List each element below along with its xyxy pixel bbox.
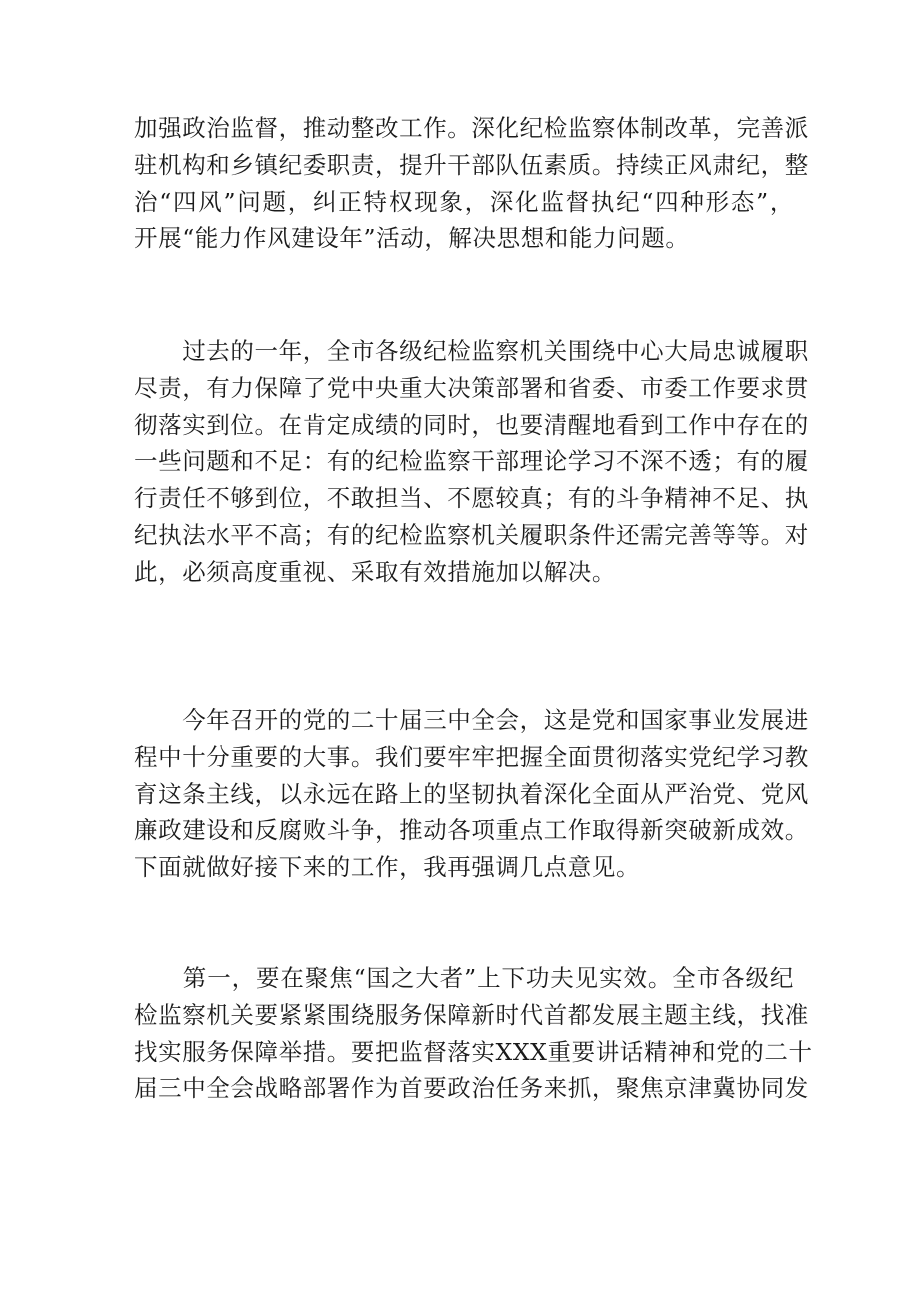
text-line: 廉政建设和反腐败斗争，推动各项重点工作取得新突破新成效。 xyxy=(134,816,809,845)
paragraph-4 xyxy=(134,960,813,1107)
text-line: 此，必须高度重视、采取有效措施加以解决。 xyxy=(134,557,616,586)
text-line: 检监察机关要紧紧围绕服务保障新时代首都发展主题主线，找准 xyxy=(134,1000,809,1029)
text-line: 行责任不够到位，不敢担当、不愿较真；有的斗争精神不足、执 xyxy=(134,484,809,513)
text-line: 第一，要在聚焦“国之大者”上下功夫见实效。全市各级纪 xyxy=(134,964,794,992)
text-line: 下面就做好接下来的工作，我再强调几点意见。 xyxy=(134,853,641,882)
text-line: 彻落实到位。在肯定成绩的同时，也要清醒地看到工作中存在的 xyxy=(134,410,809,439)
text-line: 过去的一年，全市各级纪检监察机关围绕中心大局忠诚履职 xyxy=(134,337,809,365)
text-line: 程中十分重要的大事。我们要牢牢把握全面贯彻落实党纪学习教 xyxy=(134,742,809,771)
text-line: 找实服务保障举措。要把监督落实XXX重要讲话精神和党的二十 xyxy=(134,1037,813,1066)
text-line: 育这条主线，以永远在路上的坚韧执着深化全面从严治党、党风 xyxy=(134,779,809,808)
text-line: 加强政治监督，推动整改工作。深化纪检监察体制改革，完善派 xyxy=(134,114,809,142)
paragraph-1 xyxy=(134,110,809,257)
text-line: 驻机构和乡镇纪委职责，提升干部队伍素质。持续正风肃纪，整 xyxy=(134,150,809,179)
text-line: 开展“能力作风建设年”活动，解决思想和能力问题。 xyxy=(134,224,690,253)
text-line: 治“四风”问题，纠正特权现象，深化监督执纪“四种形态”， xyxy=(134,187,794,216)
paragraph-2 xyxy=(134,333,809,591)
text-line: 届三中全会战略部署作为首要政治任务来抓，聚焦京津冀协同发 xyxy=(134,1074,809,1103)
text-line: 今年召开的党的二十届三中全会，这是党和国家事业发展进 xyxy=(134,706,809,734)
text-line: 一些问题和不足：有的纪检监察干部理论学习不深不透；有的履 xyxy=(134,447,809,476)
text-line: 纪执法水平不高；有的纪检监察机关履职条件还需完善等等。对 xyxy=(134,520,809,549)
paragraph-3 xyxy=(134,702,809,886)
text-line: 尽责，有力保障了党中央重大决策部署和省委、市委工作要求贯 xyxy=(134,373,809,402)
